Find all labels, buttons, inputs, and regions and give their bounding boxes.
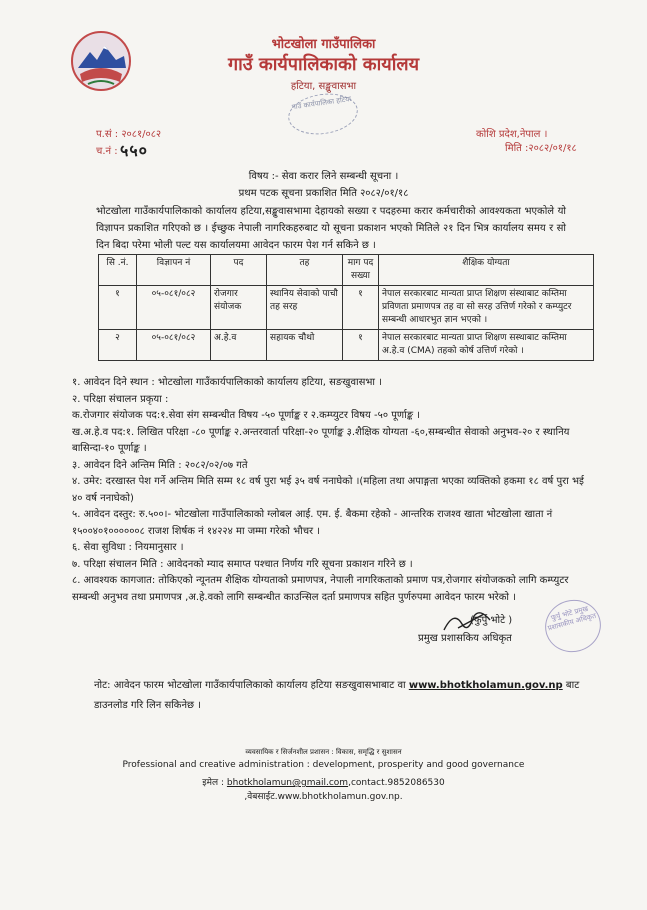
table-cell: १ [99, 286, 137, 330]
notice-date: मिति :२०८२/०१/१८ [505, 143, 577, 154]
download-note [94, 676, 614, 716]
dispatch-label: च.नं : [96, 146, 118, 157]
table-cell: सहायक चौथो [267, 330, 343, 361]
notice-subject: विषय :- सेवा करार लिने सम्बन्धी सूचना । [248, 171, 399, 182]
footer-website: ,वेबसाईट.www.bhotkholamun.gov.np. [244, 792, 403, 802]
table-header-row [99, 255, 594, 286]
note-suffix: बाट डाउनलोड गरि लिन सकिनेछ । [94, 680, 580, 711]
clause-item: ८. आवश्यक कागजात: तोकिएको न्यूनतम शैक्षिक योग्यताको प्रमाणपत्र, नेपाली नागरिकताको प्रमाण पत्र,रोजगार संयोजकको लागि कम्प्युटर सम्बन्धी अनुभव तथा प्रमाणपत्र ,अ.हे.वको लागि सम्बन्धीत काउन्सिल दर्ता प्रमाणपत्र सहित पुर्णरुपमा आवेदन फारम भरेको । [72, 575, 569, 603]
footer-email-line [0, 775, 647, 788]
column-header: माग पद सख्या [343, 255, 379, 286]
signatory-stamp: फुर्पु भोटे प्रमुख प्रशासकीय अधिकृत [539, 594, 607, 659]
footer-english-motto: Professional and creative administration : development, prosperity and good governance [122, 760, 525, 770]
email-link[interactable]: bhotkholamun@gmail.com [226, 778, 349, 788]
column-header: शैक्षिक योग्यता [379, 255, 594, 286]
office-name: गाउँ कार्यपालिकाको कार्यालय [227, 54, 420, 75]
table-row [99, 286, 594, 330]
website-link[interactable]: www.bhotkholamun.gov.np [408, 680, 563, 691]
notice-clauses [72, 375, 592, 606]
clause-item: ४. उमेर: दरखास्त पेश गर्ने अन्तिम मिति सम्म १८ वर्ष पुरा भई ३५ वर्ष ननाघेको ।(महिला तथा अपाङ्गता भएका व्यक्तिको हकमा १८ वर्ष पुरा भई ४० वर्ष ननाघेको) [72, 476, 584, 504]
clause-item: ६. सेवा सुविधा : नियमानुसार । [72, 542, 184, 553]
table-cell: २ [99, 330, 137, 361]
table-cell: नेपाल सरकारबाट मान्यता प्राप्त शिक्षण सस्थाबाट कम्तिमा अ.हे.व (CMA) तहको कोर्ष उत्तिर्ण गरेको । [379, 330, 594, 361]
clause-item: १. आवेदन दिने स्थान : भोटखोला गाउँकार्यपालिकाको कार्यालय हटिया, सङखुवासभा । [72, 377, 382, 388]
dispatch-number: ५५० [120, 141, 148, 160]
notice-intro: भोटखोला गाउँकार्यपालिकाको कार्यालय हटिया,सङ्खुवासभामा देहायको सख्या र पदहरुमा करार कर्मचारीको आवश्यकता भएकोले यो विज्ञापन प्रकाशित गरिएको छ । ईच्छुक नेपाली नागरिकहरुबाट यो सूचना प्रकाशन भएको मितिले २१ दिन भित्र कार्यालय समय र सो दिन बिदा परेमा भोली पल्ट यस कार्यालयमा आवेदन फारम पेश गर्न सकिने छ । [96, 206, 566, 251]
column-header: तह [267, 255, 343, 286]
clause-item: ५. आवेदन दस्तुर: रु.५००।- भोटखोला गाउँपालिकाको ग्लोबल आई. एम. ई. बैकमा रहेको - आन्तरिक राजश्व खाता भोटखोला खाता नं १५००४०१००००००८ राजश शिर्षक नं १४२२४ मा जम्मा गरेको भौचर । [72, 509, 553, 537]
clause-item: २. परिक्षा संचालन प्रकृया : [72, 393, 169, 405]
table-cell: स्थानिय सेवाको पाचौ तह सरह [267, 286, 343, 330]
reference-number: प.सं : २०८१/०८२ [96, 129, 162, 140]
table-cell: १ [343, 330, 379, 361]
publication-date: प्रथम पटक सूचना प्रकाशित मिति २०८२/०१/१८ [238, 188, 409, 199]
table-row [99, 330, 594, 361]
table-cell: अ.हे.व [211, 330, 267, 361]
table-cell: रोजगार संयोजक [211, 286, 267, 330]
note-prefix: नोट: आवेदन फारम भोटखोला गाउँकार्यपालिकाको कार्यालय हटिया सङखुवासभाबाट वा [94, 680, 409, 691]
signatory-block [418, 612, 513, 644]
table-cell: १ [343, 286, 379, 330]
column-header: सि .नं. [99, 255, 137, 286]
email-label: इमेल : [202, 778, 225, 788]
table-cell: ०५-०८१/०८२ [137, 330, 211, 361]
footer-nepali-motto: व्यवसायिक र सिर्जनशील प्रशासन : विकास, समृद्धि र सुशासन [245, 748, 402, 756]
table-cell: ०५-०८१/०८२ [137, 286, 211, 330]
vacancy-table [98, 254, 594, 361]
province-address: कोशि प्रदेश,नेपाल । [476, 129, 548, 140]
column-header: विज्ञापन नं [137, 255, 211, 286]
office-stamp: गाउँ कार्यपालिका हटिया [286, 89, 361, 138]
clause-item: क.रोजगार संयोजक पद:१.सेवा संग सम्बन्धीत विषय -५० पूर्णाङ्क र २.कम्प्युटर विषय -५० पूर्णाङ्क । [72, 410, 421, 421]
office-address: हटिया, सङ्खुवासभा [290, 81, 357, 92]
table-cell: नेपाल सरकारबाट मान्यता प्राप्त शिक्षण संस्थाबाट कम्तिमा प्रविणता प्रमाणपत्र तह वा सो सरह उत्तिर्ण गरेको र कम्प्युटर सम्बन्धी आधारभुत ज्ञान भएको । [379, 286, 594, 330]
column-header: पद [211, 255, 267, 286]
clause-item: ३. आवेदन दिने अन्तिम मिति : २०८२/०२/०७ गते [72, 459, 248, 471]
signatory-name: (फुर्पु भोटे ) [470, 615, 513, 626]
clause-item: ७. परिक्षा संचालन मिति : आवेदनको म्याद समाप्त पश्चात निर्णय गरि सूचना प्रकाशन गरिने छ । [72, 558, 413, 570]
municipality-name: भोटखोला गाउँपालिका [271, 37, 376, 52]
contact-number: ,contact.9852086530 [348, 778, 445, 788]
signatory-title: प्रमुख प्रशासकिय अधिकृत [418, 633, 512, 644]
clause-item: ख.अ.हे.व पद:१. लिखित परिक्षा -८० पूर्णाङ्क २.अन्तरवार्ता परिक्षा-२० पूर्णाङ्क ३.शैक्षिक योग्यता -६०,सम्बन्धीत सेवाको अनुभव-२० र स्थानिय बासिन्दा-१० पूर्णाङ्क । [72, 426, 570, 454]
